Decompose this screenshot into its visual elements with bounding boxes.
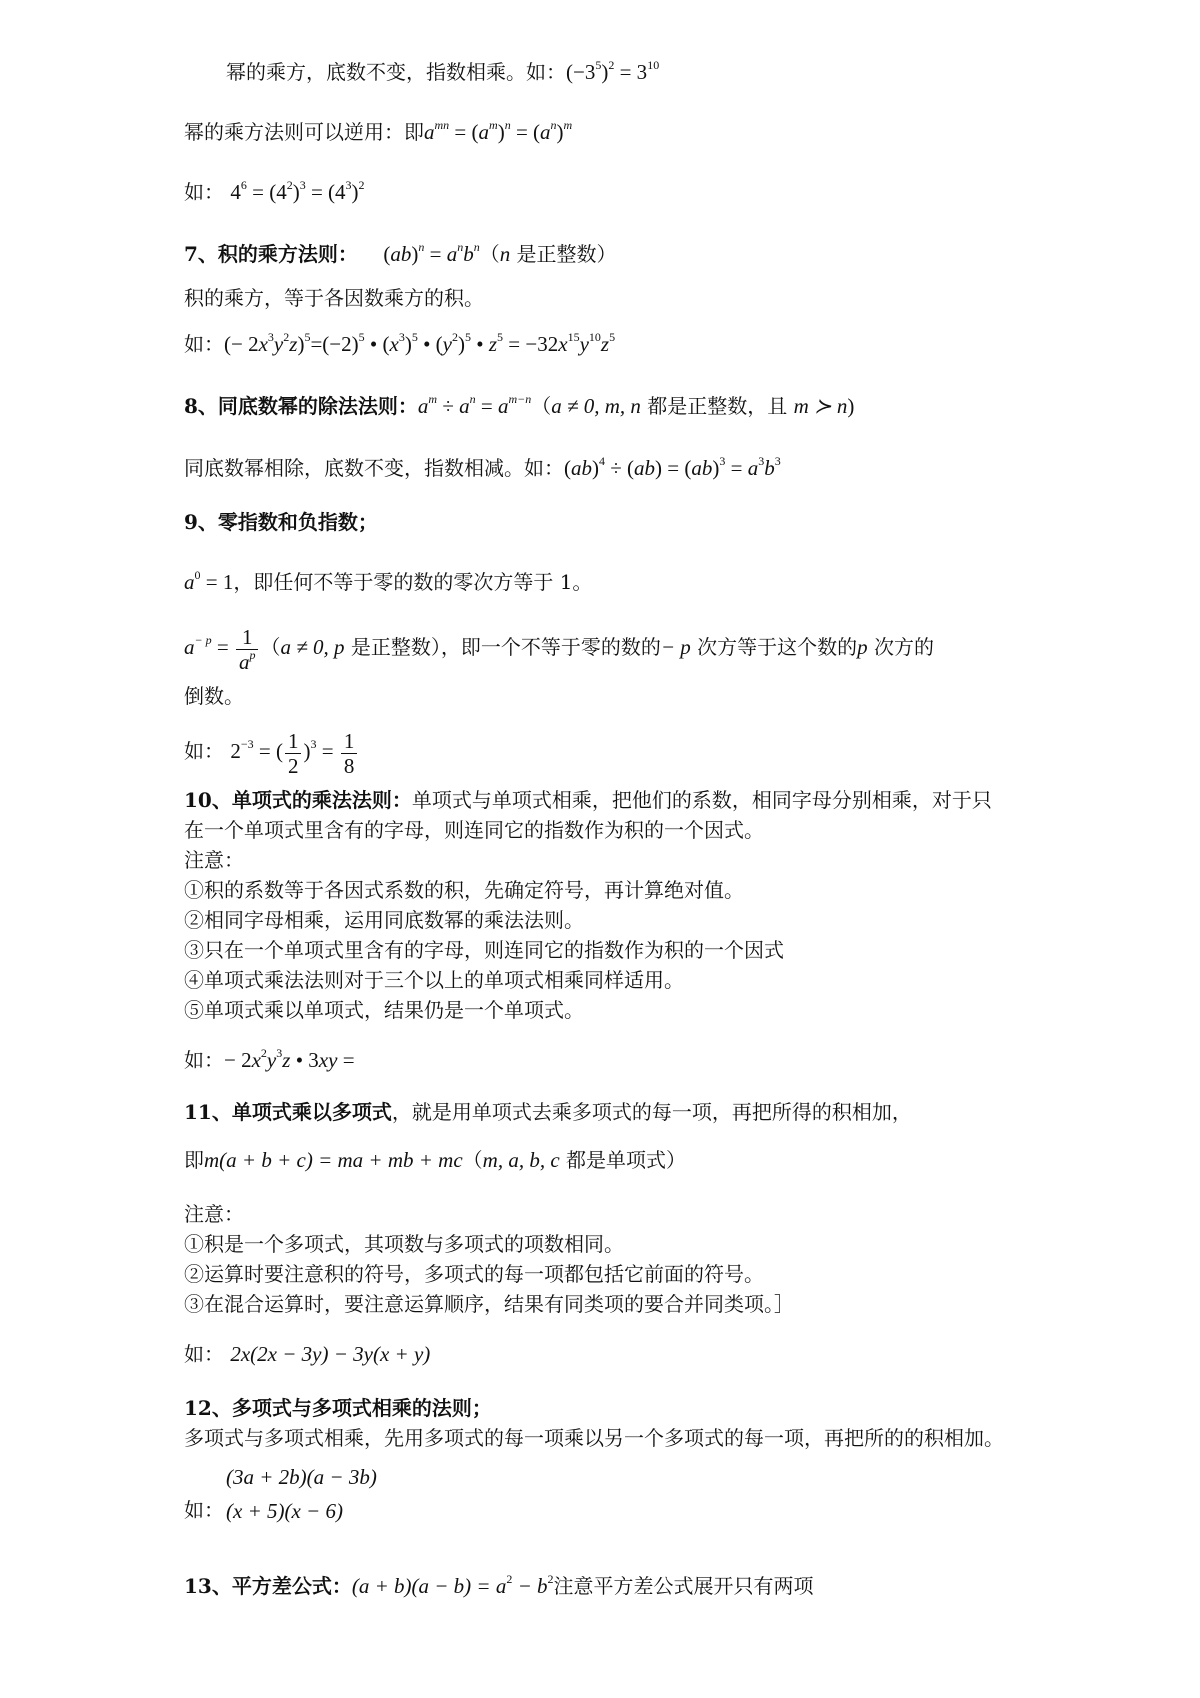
text: 如： [184, 180, 224, 204]
section-10-desc: 在一个单项式里含有的字母，则连同它的指数作为积的一个因式。 [184, 818, 764, 842]
formula: $4^6 = (4^2)^3 = (4^3)^2$ [230, 178, 365, 204]
section-9-heading: 9、零指数和负指数； [184, 510, 378, 534]
text: 单项式与单项式相乘，把他们的系数，相同字母分别相乘，对于只 [411, 788, 992, 812]
section-title: 11、单项式乘以多项式 [184, 1100, 392, 1124]
text: 如： [184, 739, 224, 763]
formula: $2^{-3}$ = ( $\frac{1}{2}$ )$^3$ = $\frac{1}{8}$ [230, 739, 359, 763]
power-rule-reverse [184, 118, 1110, 146]
formula: $(ab)^n = a^nb^n$ [383, 240, 480, 266]
formula: $(ab)^4 \div (ab) = (ab)^3 = a^3b^3$ [564, 454, 781, 480]
section-10-note-5: ⑤单项式乘以单项式，结果仍是一个单项式。 [184, 998, 584, 1022]
power-of-power-rule [226, 58, 1110, 86]
text: 即 [184, 1148, 204, 1172]
section-11-heading [184, 1098, 1110, 1126]
fraction: $\frac{1}{a^p}$ [236, 625, 259, 674]
section-title: 7、积的乘方法则： [184, 242, 358, 266]
section-10-example [184, 1046, 1110, 1074]
formula: (− $2x^3y^2z)^5=(-2)^5$ • $(x^3)^5$ • $(y^2)^5$ • $z^5 = -32x^{15}y^{10}z^5$ [224, 330, 616, 356]
formula: $(a + b)(a - b) = a^2 - b^2$ [351, 1572, 554, 1598]
formula: $a^{mn} = (a^m)^n = (a^n)^m$ [424, 118, 573, 144]
fraction: $\frac{1}{8}$ [341, 729, 358, 778]
section-12-desc: 多项式与多项式相乘，先用多项式的每一项乘以另一个多项式的每一项，再把所的的积相加。 [184, 1426, 1004, 1450]
section-11-note-3: ③在混合运算时，要注意运算顺序，结果有同类项的要合并同类项。］ [184, 1292, 794, 1316]
example-2: (x + 5)(x − 6) [226, 1499, 343, 1523]
section-7-heading: 7、积的乘方法则： $(ab)^n = a^nb^n(n$ 是正整数） [184, 240, 617, 266]
negative-exponent-rule: $a^{- p}$ = $\frac{1}{a^p}$ （a ≠ 0, p 是正整数），即一个不等于零的数的− p 次方等于这个数的p 次方的 [184, 624, 934, 674]
formula: 2x(2x − 3y) − 3y(x + y) [230, 1342, 431, 1366]
formula: $a^0 = 1$ [184, 568, 234, 594]
section-13-heading [184, 1572, 1110, 1600]
power-rule-example [184, 178, 1110, 206]
section-title: 13、平方差公式： [184, 1574, 352, 1598]
section-8-heading: 8、同底数幂的除法法则：$a^m \div a^n = a^{m-n}(a \ne 0$, m, n 都是正整数，且 m ≻ n) [184, 392, 855, 418]
section-10-note-3: ③只在一个单项式里含有的字母，则连同它的指数作为积的一个因式 [184, 938, 784, 962]
negative-exponent-desc: 倒数。 [184, 684, 244, 708]
text: 同底数幂相除，底数不变，指数相减。如： [184, 456, 564, 480]
section-7-desc: 积的乘方，等于各因数乘方的积。 [184, 286, 484, 310]
section-10-heading [184, 786, 1110, 814]
section-11-formula: 即m(a + b + c) = ma + mb + mc（m, a, b, c 都是单项式） [184, 1148, 687, 1172]
section-title: 10、单项式的乘法法则： [184, 788, 412, 812]
section-11-note-label: 注意： [184, 1202, 244, 1226]
text: 幂的乘方法则可以逆用：即 [184, 120, 424, 144]
formula: − $2x^2y^3z$ • 3xy = [224, 1046, 355, 1072]
text: 如： [184, 1048, 224, 1072]
text: 如： [184, 1342, 224, 1366]
formula: $a^m \div a^n = a^{m-n}$ [417, 392, 532, 418]
section-title: 8、同底数幂的除法法则： [184, 394, 418, 418]
section-11-example [184, 1340, 1110, 1368]
fraction: $\frac{1}{2}$ [285, 729, 302, 778]
text: ，就是用单项式去乘多项式的每一项，再把所得的积相加， [391, 1100, 912, 1124]
text: 幂的乘方，底数不变，指数相乘。如： [226, 60, 566, 84]
section-11-note-1: ①积是一个多项式，其项数与多项式的项数相同。 [184, 1232, 624, 1256]
section-12-heading: 12、多项式与多项式相乘的法则； [184, 1396, 492, 1420]
formula: $(-3^5)^2 = 3^{10}$ [566, 58, 660, 84]
formula: m(a + b + c) = ma + mb + mc [204, 1148, 463, 1172]
text: ，即任何不等于零的数的零次方等于 1。 [233, 570, 593, 594]
formula: $a^{- p}$ = $\frac{1}{a^p}$ [184, 635, 260, 659]
section-11-note-2: ②运算时要注意积的符号，多项式的每一项都包括它前面的符号。 [184, 1262, 764, 1286]
section-12-example-label: 如： [184, 1498, 224, 1522]
section-7-example [184, 330, 1110, 358]
section-10-note-label: 注意： [184, 848, 244, 872]
example-1: (3a + 2b)(a − 3b) [226, 1465, 377, 1489]
section-9-example [184, 724, 1110, 778]
section-10-note-2: ②相同字母相乘，运用同底数幂的乘法法则。 [184, 908, 584, 932]
section-12-examples [226, 1460, 377, 1528]
section-10-note-1: ①积的系数等于各因式系数的积，先确定符号，再计算绝对值。 [184, 878, 744, 902]
text: 如： [184, 332, 224, 356]
section-8-desc [184, 454, 1110, 482]
text: 注意平方差公式展开只有两项 [553, 1574, 814, 1598]
section-10-note-4: ④单项式乘法法则对于三个以上的单项式相乘同样适用。 [184, 968, 684, 992]
zero-exponent-rule [184, 568, 1110, 596]
